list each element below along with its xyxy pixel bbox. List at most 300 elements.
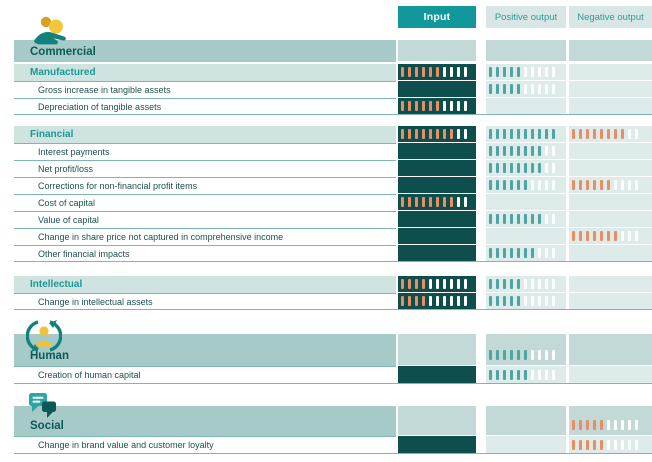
tick [614,440,617,450]
tick [503,129,506,139]
tick [510,67,513,77]
tick [450,129,453,139]
row-label: Manufactured [30,67,96,78]
tick [503,214,506,224]
row-manufactured [0,64,652,81]
input-cell [398,245,476,262]
row-label-area [0,40,396,62]
section-band [14,334,396,366]
tick [436,279,439,289]
social-conversation-icon [28,392,60,422]
tick [614,180,617,190]
tick [401,101,404,111]
row-creation-of-human-capital [0,366,652,384]
row-label-area [0,276,396,293]
tick [510,279,513,289]
tick [510,163,513,173]
tick [517,84,520,94]
tick [586,231,589,241]
tick [503,67,506,77]
tick [496,248,499,258]
tick [628,440,631,450]
tick [457,101,460,111]
tick [408,67,411,77]
input-cell [398,366,476,384]
tick [531,163,534,173]
tick [443,279,446,289]
tick [593,420,596,430]
tick [538,67,541,77]
human-capital-icon [26,319,62,353]
tick [510,370,513,380]
tick [489,146,492,156]
tick [503,180,506,190]
positive-output-cell [486,160,566,177]
positive-output-cell [486,194,566,211]
input-cell [398,211,476,228]
tick [579,440,582,450]
tick [572,231,575,241]
tick [593,440,596,450]
tick [464,67,467,77]
row-label-area [0,245,396,262]
tick [524,214,527,224]
tick [614,231,617,241]
tick [436,296,439,306]
tick [408,279,411,289]
tick [621,420,624,430]
tick [496,180,499,190]
tick [600,129,603,139]
tick [552,248,555,258]
tick [496,279,499,289]
input-cell [398,64,476,81]
tick [552,163,555,173]
row-label-area [0,436,396,454]
tick [429,129,432,139]
tick [496,163,499,173]
row-label: Financial [30,129,74,140]
tick [489,129,492,139]
negative-output-cell [569,211,652,228]
row-label-area [0,293,396,310]
tick [415,197,418,207]
positive-output-cell [486,436,566,454]
row-corrections-for-non-financial-profit-items [0,177,652,194]
tick [517,180,520,190]
spacer-row [0,115,652,126]
tick [450,67,453,77]
row-label: Gross increase in tangible assets [38,84,171,95]
tick [457,279,460,289]
tick [524,129,527,139]
tick [510,248,513,258]
tick [572,180,575,190]
negative-output-cell [569,245,652,262]
tick [517,350,520,360]
tick [457,197,460,207]
row-label-area [0,406,396,436]
tick [401,129,404,139]
tick [628,129,631,139]
section-band [14,406,396,436]
negative-output-cell [569,126,652,143]
tick [443,197,446,207]
negative-output-cell [569,64,652,81]
tick [401,67,404,77]
negative-output-cell [569,194,652,211]
input-column-header: Input [398,6,476,28]
tick [552,279,555,289]
row-label: Interest payments [38,146,110,157]
tick [572,420,575,430]
row-value-of-capital [0,211,652,228]
tick [489,163,492,173]
tick [545,214,548,224]
tick [489,279,492,289]
tick [531,84,534,94]
tick [415,129,418,139]
tick [538,350,541,360]
negative-output-cell [569,406,652,436]
row-label-area [0,177,396,194]
positive-output-cell [486,406,566,436]
tick [579,129,582,139]
tick [524,248,527,258]
tick [496,214,499,224]
row-cost-of-capital [0,194,652,211]
tick [600,231,603,241]
row-label: Change in share price not captured in comprehensive income [38,231,284,242]
tick [503,146,506,156]
positive-output-cell [486,81,566,98]
row-label: Net profit/loss [38,163,94,174]
tick [635,231,638,241]
positive-output-cell [486,143,566,160]
tick [429,279,432,289]
input-cell [398,160,476,177]
tick [415,279,418,289]
row-label-area [0,143,396,160]
tick [496,146,499,156]
tick [496,84,499,94]
row-label-area [0,211,396,228]
positive-output-cell [486,40,566,62]
tick [635,129,638,139]
negative-output-cell [569,177,652,194]
input-cell [398,334,476,366]
tick [545,180,548,190]
row-financial [0,126,652,143]
tick [607,129,610,139]
tick [422,197,425,207]
tick [531,129,534,139]
spacer-row [0,262,652,276]
tick [489,350,492,360]
tick [401,279,404,289]
positive-output-cell [486,293,566,310]
row-label-area [0,334,396,366]
row-label: Cost of capital [38,197,96,208]
tick [628,180,631,190]
tick [489,214,492,224]
row-label: Other financial impacts [38,248,130,259]
tick [538,248,541,258]
tick [538,279,541,289]
row-label-area [0,160,396,177]
tick [496,129,499,139]
row-label: Creation of human capital [38,370,141,380]
tick [552,67,555,77]
tick [531,180,534,190]
column-header-row [0,6,652,28]
row-net-profit-loss [0,160,652,177]
tick [628,231,631,241]
tick [517,67,520,77]
tick [510,146,513,156]
tick [621,180,624,190]
input-cell [398,143,476,160]
tick [600,440,603,450]
input-cell [398,40,476,62]
tick [429,296,432,306]
tick [496,296,499,306]
tick [415,101,418,111]
tick [545,129,548,139]
positive-output-cell [486,366,566,384]
tick [614,129,617,139]
tick [503,84,506,94]
tick [552,214,555,224]
tick [552,129,555,139]
tick [572,440,575,450]
tick [552,296,555,306]
tick [415,296,418,306]
input-cell [398,406,476,436]
tick [545,248,548,258]
negative-output-cell [569,228,652,245]
tick [464,101,467,111]
tick [524,163,527,173]
tick [408,129,411,139]
tick [531,248,534,258]
input-cell [398,177,476,194]
tick [422,101,425,111]
tick [415,67,418,77]
tick [579,231,582,241]
tick [457,129,460,139]
row-label: Change in brand value and customer loyalty [38,440,214,450]
tick [450,279,453,289]
tick [545,146,548,156]
tick [422,67,425,77]
row-label: Commercial [30,46,96,58]
tick [572,129,575,139]
tick [457,296,460,306]
negative-output-cell [569,334,652,366]
negative-output-cell [569,40,652,62]
tick [464,197,467,207]
row-depreciation-of-tangible-assets [0,98,652,115]
tick [593,129,596,139]
tick [600,420,603,430]
row-label: Depreciation of tangible assets [38,101,162,112]
tick [524,296,527,306]
tick [545,84,548,94]
tick [503,248,506,258]
negative-output-cell [569,366,652,384]
tick [436,67,439,77]
tick [524,350,527,360]
row-label: Value of capital [38,214,99,225]
tick [586,420,589,430]
row-label-area [0,366,396,384]
tick [524,67,527,77]
tick [464,129,467,139]
tick [489,248,492,258]
input-cell [398,81,476,98]
row-label: Corrections for non-financial profit items [38,180,198,191]
tick [436,197,439,207]
tick [552,180,555,190]
row-intellectual [0,276,652,293]
tick [538,163,541,173]
tick [524,180,527,190]
positive-output-cell [486,228,566,245]
input-cell [398,293,476,310]
positive-output-cell [486,245,566,262]
input-cell [398,436,476,454]
tick [450,197,453,207]
tick [517,146,520,156]
tick [496,350,499,360]
tick [464,279,467,289]
row-change-in-share-price-not-captured-in-comprehensive-income [0,228,652,245]
tick [621,129,624,139]
negative-output-cell [569,293,652,310]
row-label: Human [30,350,69,362]
tick [489,84,492,94]
tick [496,370,499,380]
row-label-area [0,228,396,245]
tick [457,67,460,77]
tick [517,248,520,258]
tick [443,129,446,139]
tick [489,67,492,77]
tick [510,129,513,139]
negative-output-cell [569,276,652,293]
row-label-area [0,194,396,211]
tick [503,350,506,360]
tick [436,101,439,111]
tick [635,180,638,190]
tick [450,296,453,306]
tick [552,84,555,94]
row-change-in-brand-value-and-customer-loyalty [0,436,652,454]
tick [545,370,548,380]
spacer-row [0,454,652,462]
tick [517,129,520,139]
tick [531,370,534,380]
row-label-area [0,64,396,81]
tick [531,214,534,224]
tick [524,146,527,156]
tick [538,146,541,156]
tick [538,296,541,306]
tick [524,279,527,289]
tick [429,101,432,111]
tick [510,214,513,224]
tick [607,180,610,190]
input-cell [398,98,476,115]
row-gross-increase-in-tangible-assets [0,81,652,98]
tick [545,67,548,77]
row-label-area [0,81,396,98]
tick [503,163,506,173]
row-label-area [0,98,396,115]
tick [401,197,404,207]
spacer-row [0,28,652,40]
tick [545,350,548,360]
input-cell [398,194,476,211]
input-cell [398,126,476,143]
negative-output-cell [569,160,652,177]
tick [579,180,582,190]
tick [531,350,534,360]
tick [503,370,506,380]
row-change-in-intellectual-assets [0,293,652,310]
tick [545,163,548,173]
tick [586,129,589,139]
tick [517,163,520,173]
negative-output-cell [569,81,652,98]
tick [621,440,624,450]
spacer-row [0,384,652,406]
row-social [0,406,652,436]
tick [552,146,555,156]
tick [531,146,534,156]
tick [401,296,404,306]
negative-output-cell [569,98,652,115]
tick [593,231,596,241]
row-label: Change in intellectual assets [38,296,153,307]
tick [552,370,555,380]
tick [443,67,446,77]
tick [443,101,446,111]
row-interest-payments [0,143,652,160]
input-cell [398,276,476,293]
row-label: Social [30,420,64,432]
tick [517,279,520,289]
spacer-row [0,310,652,334]
positive-output-column-header: Positive output [486,6,566,28]
tick [464,296,467,306]
tick [621,231,624,241]
negative-output-cell [569,143,652,160]
commercial-hand-coins-icon [30,14,72,48]
tick [422,279,425,289]
tick [607,231,610,241]
row-label-area [0,126,396,143]
row-commercial [0,40,652,62]
tick [600,180,603,190]
positive-output-cell [486,177,566,194]
tick [538,180,541,190]
tick [429,197,432,207]
positive-output-cell [486,276,566,293]
tick [531,296,534,306]
tick [408,101,411,111]
